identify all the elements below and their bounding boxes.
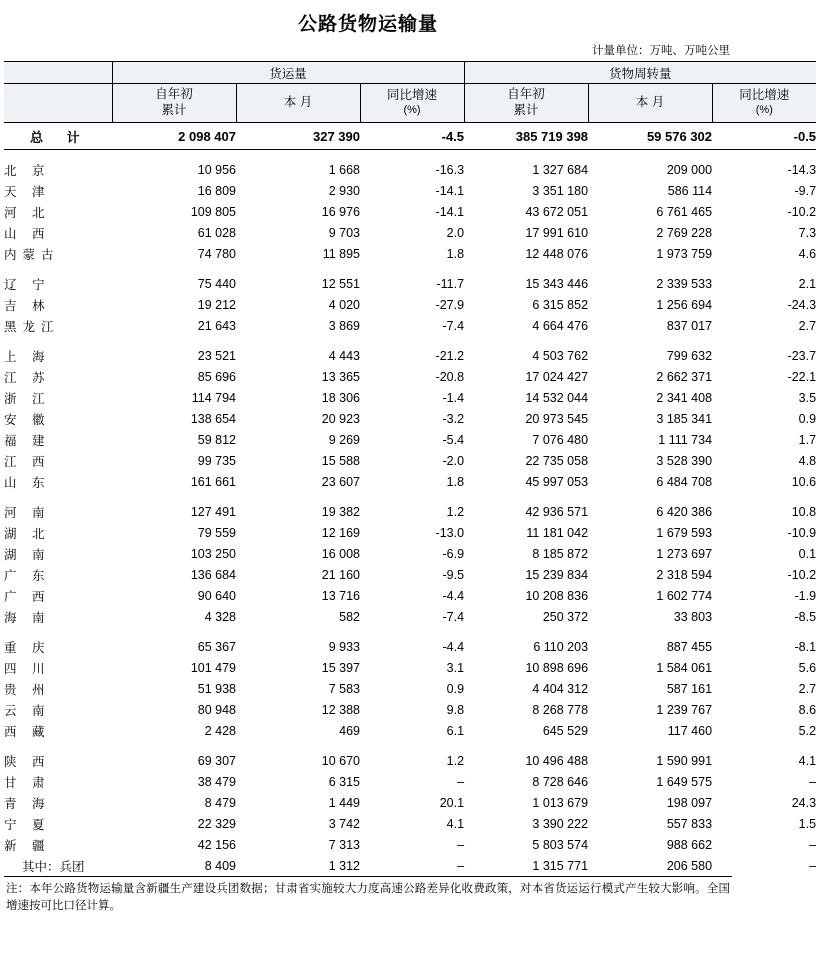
region-label: 浙 江: [4, 391, 51, 406]
freight-growth: –: [457, 858, 465, 873]
freight-growth: -21.2: [435, 348, 465, 363]
freight-growth: 3.1: [446, 660, 465, 675]
freight-month: 2 930: [328, 183, 360, 198]
region-label: 吉 林: [4, 298, 51, 313]
freight-growth: -13.0: [435, 525, 465, 540]
turnover-cumulative: 3 351 180: [532, 183, 589, 198]
freight-cumulative: 109 805: [190, 204, 236, 219]
turnover-cumulative: 1 327 684: [532, 162, 589, 177]
table-row: [4, 150, 816, 181]
table-row: [4, 408, 816, 429]
header-freight-cumulative: [112, 84, 236, 123]
turnover-month: 2 662 371: [656, 369, 713, 384]
table-row: [4, 834, 816, 855]
region-label: 安 徽: [4, 412, 51, 427]
turnover-month: 1 256 694: [656, 297, 713, 312]
turnover-cumulative: 645 529: [542, 723, 589, 738]
turnover-month: 3 528 390: [656, 453, 713, 468]
turnover-growth: 5.2: [798, 723, 816, 738]
turnover-cumulative: 12 448 076: [525, 246, 589, 261]
table-row: [4, 294, 816, 315]
turnover-cumulative: 10 496 488: [525, 753, 589, 768]
total-freight-month: 327 390: [236, 123, 360, 150]
turnover-cumulative: 11 181 042: [526, 525, 589, 540]
table-row: [4, 699, 816, 720]
freight-growth: –: [457, 837, 465, 852]
header-freight-month: 本 月: [236, 84, 360, 123]
total-freight-cumulative: 2 098 407: [112, 123, 236, 150]
freight-cumulative: 4 328: [204, 609, 236, 624]
table-body: [4, 123, 816, 877]
header-freight-growth-line1: 同比增速: [387, 88, 438, 103]
table-row: [4, 366, 816, 387]
total-freight-growth: -4.5: [360, 123, 464, 150]
turnover-month: 6 761 465: [656, 204, 713, 219]
turnover-cumulative: 4 664 476: [532, 318, 589, 333]
turnover-cumulative: 10 208 836: [525, 588, 589, 603]
turnover-growth: -1.9: [794, 588, 816, 603]
freight-month: 3 869: [328, 318, 360, 333]
freight-cumulative: 59 812: [197, 432, 236, 447]
turnover-cumulative: 14 532 044: [525, 390, 589, 405]
total-turnover-cumulative: 385 719 398: [464, 123, 588, 150]
freight-cumulative: 38 479: [197, 774, 236, 789]
freight-growth: 2.0: [446, 225, 465, 240]
turnover-growth: 10.8: [791, 504, 816, 519]
header-turnover-growth-line2: (%): [755, 103, 773, 116]
turnover-cumulative: 250 372: [542, 609, 589, 624]
freight-month: 9 703: [328, 225, 360, 240]
turnover-growth: 4.8: [798, 453, 816, 468]
table-row: [4, 813, 816, 834]
turnover-cumulative: 10 898 696: [525, 660, 589, 675]
turnover-month: 3 185 341: [656, 411, 713, 426]
region-label: 广 东: [4, 568, 51, 583]
turnover-month: 557 833: [666, 816, 713, 831]
region-label: 海 南: [4, 610, 51, 625]
freight-cumulative: 42 156: [197, 837, 236, 852]
freight-cumulative: 8 479: [204, 795, 236, 810]
turnover-growth: 4.6: [798, 246, 816, 261]
freight-cumulative: 136 684: [190, 567, 236, 582]
region-label: 新 疆: [4, 838, 51, 853]
turnover-growth: 2.7: [798, 318, 816, 333]
freight-growth: -1.4: [442, 390, 465, 405]
turnover-growth: 0.1: [798, 546, 816, 561]
table-row: [4, 855, 816, 876]
freight-growth: -16.3: [435, 162, 465, 177]
table-header-sub-row: [4, 84, 816, 123]
turnover-cumulative: 5 803 574: [532, 837, 589, 852]
turnover-growth: 0.9: [798, 411, 816, 426]
table-row: [4, 471, 816, 492]
freight-growth: 1.8: [446, 246, 465, 261]
page-title: 公路货物运输量: [297, 14, 438, 35]
freight-cumulative: 10 956: [197, 162, 236, 177]
region-label: 其中：兵团: [22, 859, 85, 874]
turnover-cumulative: 8 268 778: [532, 702, 589, 717]
turnover-growth: 8.6: [798, 702, 816, 717]
freight-month: 1 449: [328, 795, 360, 810]
header-region-blank-2: [4, 84, 112, 123]
freight-month: 6 315: [328, 774, 360, 789]
header-turnover-cumulative-line1: 自年初: [507, 87, 545, 102]
turnover-month: 2 769 228: [656, 225, 713, 240]
header-freight-growth-line2: (%): [403, 103, 421, 116]
table-row: [4, 429, 816, 450]
freight-cumulative: 80 948: [197, 702, 236, 717]
freight-month: 10 670: [321, 753, 360, 768]
freight-cumulative: 138 654: [190, 411, 236, 426]
freight-growth: 4.1: [446, 816, 465, 831]
turnover-month: 988 662: [666, 837, 713, 852]
freight-cumulative: 79 559: [197, 525, 236, 540]
freight-month: 1 668: [328, 162, 360, 177]
turnover-month: 586 114: [667, 183, 713, 198]
region-label: 山 东: [4, 475, 51, 490]
header-group-freight-volume: 货运量: [112, 62, 464, 84]
region-label: 甘 肃: [4, 775, 51, 790]
region-label: 湖 北: [4, 526, 51, 541]
freight-growth: -7.4: [442, 609, 465, 624]
freight-cumulative: 114 794: [191, 390, 236, 405]
freight-cumulative: 2 428: [204, 723, 236, 738]
turnover-month: 33 803: [673, 609, 713, 624]
turnover-growth: 7.3: [798, 225, 816, 240]
region-label: 广 西: [4, 589, 51, 604]
freight-growth: -4.4: [442, 639, 465, 654]
header-turnover-growth-line1: 同比增速: [739, 88, 790, 103]
turnover-growth: 24.3: [791, 795, 816, 810]
freight-month: 18 306: [321, 390, 360, 405]
turnover-cumulative: 4 503 762: [532, 348, 589, 363]
turnover-cumulative: 15 343 446: [525, 276, 589, 291]
turnover-month: 2 318 594: [656, 567, 713, 582]
turnover-cumulative: 1 013 679: [532, 795, 589, 810]
total-label: 总 计: [4, 123, 112, 150]
turnover-growth: –: [809, 858, 816, 873]
turnover-month: 209 000: [666, 162, 713, 177]
region-label: 黑龙江: [4, 319, 60, 334]
freight-month: 13 716: [321, 588, 360, 603]
table-header-group-row: [4, 62, 816, 84]
freight-cumulative: 161 661: [190, 474, 236, 489]
freight-cumulative: 127 491: [190, 504, 236, 519]
region-label: 四 川: [4, 661, 51, 676]
turnover-cumulative: 15 239 834: [525, 567, 589, 582]
freight-month: 4 443: [328, 348, 360, 363]
freight-growth: -27.9: [435, 297, 465, 312]
header-turnover-cumulative: [464, 84, 588, 123]
turnover-growth: 10.6: [791, 474, 816, 489]
table-row: [4, 492, 816, 522]
region-label: 河 北: [4, 205, 51, 220]
turnover-month: 206 580: [666, 858, 713, 873]
freight-cumulative: 61 028: [197, 225, 236, 240]
turnover-growth: -10.9: [787, 525, 816, 540]
region-label: 西 藏: [4, 724, 51, 739]
freight-cumulative: 23 521: [197, 348, 236, 363]
freight-month: 11 895: [322, 246, 360, 261]
table-row: [4, 264, 816, 294]
freight-month: 469: [339, 723, 360, 738]
freight-month: 3 742: [328, 816, 360, 831]
table-row: [4, 201, 816, 222]
turnover-cumulative: 17 024 427: [525, 369, 589, 384]
turnover-cumulative: 1 315 771: [532, 858, 589, 873]
freight-growth: -20.8: [435, 369, 465, 384]
turnover-month: 6 420 386: [656, 504, 713, 519]
turnover-month: 799 632: [666, 348, 713, 363]
turnover-month: 1 239 767: [656, 702, 713, 717]
turnover-growth: 4.1: [798, 753, 816, 768]
table-row-total: [4, 123, 816, 150]
turnover-growth: -8.1: [794, 639, 816, 654]
table-row: [4, 315, 816, 336]
header-group-turnover: 货物周转量: [464, 62, 816, 84]
freight-growth: –: [457, 774, 465, 789]
freight-cumulative: 74 780: [197, 246, 236, 261]
header-freight-cumulative-line2: 累计: [161, 103, 187, 117]
table-row: [4, 657, 816, 678]
freight-growth: -7.4: [442, 318, 465, 333]
table-row: [4, 450, 816, 471]
freight-cumulative: 85 696: [197, 369, 236, 384]
freight-cumulative: 22 329: [197, 816, 236, 831]
header-turnover-growth: [712, 84, 816, 123]
turnover-growth: -22.1: [787, 369, 816, 384]
turnover-cumulative: 4 404 312: [532, 681, 589, 696]
freight-cumulative: 101 479: [190, 660, 236, 675]
turnover-cumulative: 6 315 852: [532, 297, 589, 312]
freight-month: 19 382: [321, 504, 360, 519]
footnote: 注：本年公路货物运输量含新疆生产建设兵团数据；甘肃省实施较大力度高速公路差异化收费政策，对本省货运运行模式产生较大影响。全国增速按可比口径计算。: [6, 883, 730, 912]
table-row: [4, 543, 816, 564]
turnover-growth: 3.5: [798, 390, 816, 405]
freight-cumulative: 90 640: [197, 588, 236, 603]
turnover-growth: 2.7: [798, 681, 816, 696]
turnover-month: 2 341 408: [656, 390, 713, 405]
freight-growth: 0.9: [446, 681, 465, 696]
freight-growth: -9.5: [442, 567, 465, 582]
turnover-growth: -9.7: [794, 183, 816, 198]
region-label: 贵 州: [4, 682, 51, 697]
region-label: 上 海: [4, 349, 51, 364]
table-row: [4, 627, 816, 657]
turnover-month: 1 602 774: [656, 588, 713, 603]
table-row: [4, 564, 816, 585]
turnover-month: 1 679 593: [656, 525, 713, 540]
freight-growth: 1.8: [446, 474, 465, 489]
freight-month: 20 923: [321, 411, 360, 426]
freight-growth: -5.4: [442, 432, 465, 447]
turnover-cumulative: 17 991 610: [525, 225, 589, 240]
freight-growth: -6.9: [442, 546, 465, 561]
table-row: [4, 720, 816, 741]
table-row: [4, 585, 816, 606]
freight-month: 1 312: [328, 858, 360, 873]
turnover-month: 837 017: [666, 318, 713, 333]
region-label: 内蒙古: [4, 247, 60, 262]
region-label: 天 津: [4, 184, 51, 199]
freight-month: 13 365: [321, 369, 360, 384]
turnover-month: 1 584 061: [656, 660, 713, 675]
freight-month: 9 933: [328, 639, 360, 654]
table-row: [4, 678, 816, 699]
region-label: 宁 夏: [4, 817, 51, 832]
table-row: [4, 741, 816, 771]
turnover-growth: -23.7: [787, 348, 816, 363]
total-turnover-growth: -0.5: [712, 123, 816, 150]
table-row: [4, 180, 816, 201]
freight-month: 4 020: [328, 297, 360, 312]
freight-transport-table: [4, 61, 816, 876]
region-label: 北 京: [4, 163, 51, 178]
turnover-month: 1 649 575: [656, 774, 713, 789]
freight-month: 21 160: [321, 567, 360, 582]
freight-growth: 1.2: [446, 753, 465, 768]
freight-month: 12 388: [321, 702, 360, 717]
freight-cumulative: 19 212: [197, 297, 236, 312]
region-label: 江 苏: [4, 370, 51, 385]
turnover-cumulative: 22 735 058: [525, 453, 589, 468]
table-row: [4, 792, 816, 813]
turnover-month: 587 161: [666, 681, 713, 696]
freight-month: 16 008: [321, 546, 360, 561]
header-region-blank: [4, 62, 112, 84]
table-row: [4, 606, 816, 627]
table-row: [4, 336, 816, 366]
freight-month: 12 169: [321, 525, 360, 540]
turnover-month: 117 460: [667, 723, 713, 738]
freight-month: 16 976: [321, 204, 360, 219]
freight-cumulative: 65 367: [197, 639, 236, 654]
turnover-month: 1 973 759: [656, 246, 713, 261]
table-row: [4, 243, 816, 264]
region-label: 云 南: [4, 703, 51, 718]
freight-growth: 20.1: [439, 795, 465, 810]
turnover-cumulative: 8 728 646: [532, 774, 589, 789]
header-freight-growth: [360, 84, 464, 123]
freight-month: 12 551: [321, 276, 360, 291]
freight-cumulative: 21 643: [197, 318, 236, 333]
turnover-month: 887 455: [666, 639, 713, 654]
freight-cumulative: 69 307: [197, 753, 236, 768]
region-label: 河 南: [4, 505, 51, 520]
freight-cumulative: 99 735: [197, 453, 236, 468]
turnover-month: 1 590 991: [656, 753, 713, 768]
turnover-cumulative: 8 185 872: [532, 546, 589, 561]
freight-growth: -4.4: [442, 588, 465, 603]
turnover-growth: 2.1: [798, 276, 816, 291]
region-label: 福 建: [4, 433, 51, 448]
table-row: [4, 771, 816, 792]
table-row: [4, 387, 816, 408]
turnover-month: 2 339 533: [656, 276, 713, 291]
total-turnover-month: 59 576 302: [588, 123, 712, 150]
region-label: 陕 西: [4, 754, 51, 769]
turnover-growth: 5.6: [798, 660, 816, 675]
turnover-growth: 1.7: [798, 432, 816, 447]
turnover-cumulative: 3 390 222: [532, 816, 589, 831]
turnover-growth: –: [809, 774, 816, 789]
turnover-growth: -10.2: [787, 567, 816, 582]
freight-cumulative: 51 938: [197, 681, 236, 696]
freight-month: 7 313: [328, 837, 360, 852]
freight-month: 23 607: [321, 474, 360, 489]
region-label: 湖 南: [4, 547, 51, 562]
turnover-cumulative: 43 672 051: [525, 204, 589, 219]
freight-month: 15 588: [321, 453, 360, 468]
freight-growth: -2.0: [442, 453, 465, 468]
turnover-growth: -10.2: [787, 204, 816, 219]
freight-growth: 6.1: [446, 723, 465, 738]
table-row: [4, 222, 816, 243]
region-label: 青 海: [4, 796, 51, 811]
turnover-growth: -24.3: [787, 297, 816, 312]
freight-cumulative: 16 809: [197, 183, 236, 198]
unit-note: 计量单位：万吨、万吨公里: [592, 45, 730, 57]
freight-growth: -14.1: [435, 204, 465, 219]
freight-month: 9 269: [328, 432, 360, 447]
turnover-cumulative: 45 997 053: [525, 474, 589, 489]
turnover-month: 1 273 697: [656, 546, 713, 561]
freight-growth: -11.7: [436, 276, 465, 291]
freight-cumulative: 8 409: [204, 858, 236, 873]
freight-growth: -3.2: [442, 411, 465, 426]
turnover-cumulative: 7 076 480: [532, 432, 589, 447]
freight-month: 582: [339, 609, 360, 624]
turnover-month: 198 097: [666, 795, 713, 810]
turnover-cumulative: 6 110 203: [533, 639, 589, 654]
header-turnover-cumulative-line2: 累计: [513, 103, 539, 117]
freight-growth: 1.2: [446, 504, 465, 519]
turnover-growth: -8.5: [794, 609, 816, 624]
turnover-growth: 1.5: [798, 816, 816, 831]
turnover-month: 6 484 708: [656, 474, 713, 489]
freight-growth: -14.1: [435, 183, 465, 198]
freight-month: 7 583: [328, 681, 360, 696]
turnover-cumulative: 42 936 571: [525, 504, 589, 519]
header-turnover-month: 本 月: [588, 84, 712, 123]
freight-month: 15 397: [321, 660, 360, 675]
freight-cumulative: 75 440: [197, 276, 236, 291]
header-freight-cumulative-line1: 自年初: [155, 87, 193, 102]
region-label: 山 西: [4, 226, 51, 241]
turnover-growth: –: [809, 837, 816, 852]
region-label: 重 庆: [4, 640, 51, 655]
turnover-growth: -14.3: [787, 162, 816, 177]
freight-growth: 9.8: [446, 702, 465, 717]
turnover-cumulative: 20 973 545: [525, 411, 589, 426]
region-label: 辽 宁: [4, 277, 51, 292]
turnover-month: 1 111 734: [658, 432, 713, 447]
region-label: 江 西: [4, 454, 51, 469]
table-row: [4, 522, 816, 543]
freight-cumulative: 103 250: [190, 546, 236, 561]
